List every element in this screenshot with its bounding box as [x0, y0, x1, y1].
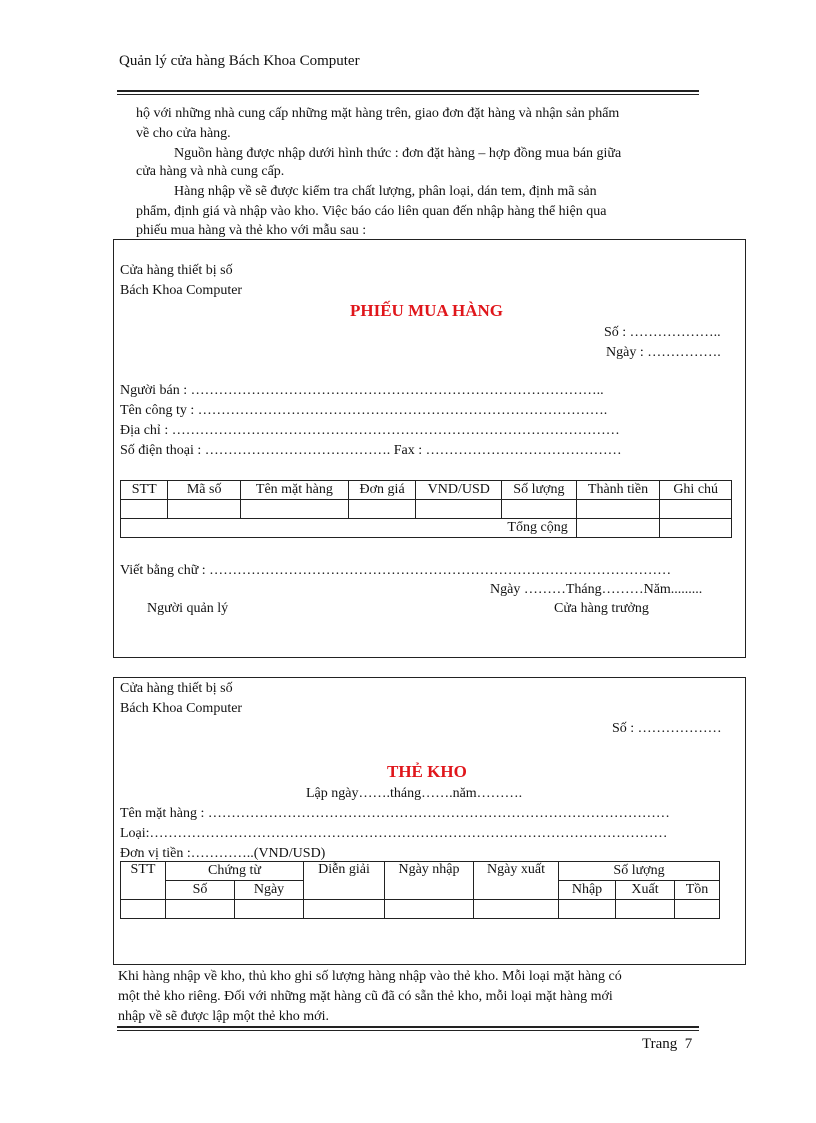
card-number: Số : ……………… — [612, 721, 722, 736]
col-amount: Thành tiền — [576, 481, 660, 500]
page-label: Trang — [642, 1036, 678, 1052]
col-quantity: Số lượng — [502, 481, 577, 500]
page-number: 7 — [684, 1036, 693, 1052]
intro-line: hộ với những nhà cung cấp những mặt hàng trên, giao đơn đặt hàng và nhận sản phẩm — [136, 106, 620, 121]
page-number-footer — [642, 1036, 692, 1053]
closing-line: nhập về sẽ được lập một thẻ kho mới. — [118, 1009, 329, 1024]
intro-line: về cho cửa hàng. — [136, 126, 231, 141]
col-qty-stock: Tồn — [675, 881, 720, 900]
shop-name-line2: Bách Khoa Computer — [120, 283, 243, 298]
category-field: Loại:………………………………………………………………………………………………… — [120, 826, 668, 841]
seller-field: Người bán : …………………………………………………………………………….. — [120, 383, 604, 398]
shop-name-line1: Cửa hàng thiết bị số — [120, 681, 233, 696]
col-import-date: Ngày nhập — [385, 862, 474, 900]
intro-line: Nguồn hàng được nhập dưới hình thức : đơn đặt hàng – hợp đồng mua bán giữa — [174, 146, 622, 161]
col-item-name: Tên mặt hàng — [240, 481, 348, 500]
closing-line: một thẻ kho riêng. Đối với những mặt hàng cũ đã có sẵn thẻ kho, mỗi loại mặt hàng mới — [118, 989, 613, 1004]
signature-manager: Người quản lý — [147, 601, 229, 616]
col-voucher-date: Ngày — [235, 881, 304, 900]
col-qty-in: Nhập — [559, 881, 616, 900]
col-export-date: Ngày xuất — [474, 862, 559, 900]
phone-fax-field: Số điện thoại : …………………………………. Fax : …………………………………… — [120, 443, 622, 458]
shop-name-line2: Bách Khoa Computer — [120, 701, 243, 716]
col-voucher-no: Số — [166, 881, 235, 900]
purchase-form-title: PHIẾU MUA HÀNG — [350, 301, 503, 320]
col-stt: STT — [121, 862, 166, 900]
stock-card-form — [113, 677, 746, 965]
amount-in-words: Viết bằng chữ : ……………………………………………………………………………………… — [120, 563, 672, 578]
page-header-title: Quản lý cửa hàng Bách Khoa Computer — [119, 53, 360, 69]
total-label: Tổng cộng — [121, 519, 577, 538]
currency-field: Đơn vị tiền :…………..(VND/USD) — [120, 846, 326, 861]
col-stt: STT — [121, 481, 168, 500]
intro-line: phiếu mua hàng và thẻ kho với mẫu sau : — [136, 223, 367, 238]
shop-name-line1: Cửa hàng thiết bị số — [120, 263, 233, 278]
intro-line: Hàng nhập về sẽ được kiểm tra chất lượng, phân loại, dán tem, định mã sản — [174, 184, 597, 199]
signature-head: Cửa hàng trưởng — [554, 601, 649, 616]
form-number: Số : ……………….. — [604, 325, 721, 340]
col-voucher: Chứng từ — [166, 862, 304, 881]
col-qty-out: Xuất — [616, 881, 675, 900]
item-name-field: Tên mặt hàng : ……………………………………………………………………………………… — [120, 806, 670, 821]
table-header-row — [121, 481, 732, 500]
intro-line: phẩm, định giá và nhập vào kho. Việc báo cáo liên quan đến nhập hàng thể hiện qua — [136, 204, 607, 219]
table-row — [121, 500, 732, 519]
address-field: Địa chỉ : …………………………………………………………………………………… — [120, 423, 620, 438]
created-date: Lập ngày…….tháng…….năm………. — [306, 786, 523, 801]
company-field: Tên công ty : ……………………………………………………………………………. — [120, 403, 608, 418]
header-rule — [117, 90, 699, 95]
col-note: Ghi chú — [660, 481, 732, 500]
intro-line: cửa hàng và nhà cung cấp. — [136, 164, 285, 179]
stock-card-table — [120, 861, 720, 919]
col-unit-price: Đơn giá — [348, 481, 416, 500]
sign-date-line: Ngày ………Tháng………Năm......... — [490, 582, 703, 597]
form-date: Ngày : ……………. — [606, 345, 721, 360]
table-header-row — [121, 862, 720, 881]
col-description: Diễn giải — [304, 862, 385, 900]
col-currency: VND/USD — [416, 481, 502, 500]
footer-rule — [117, 1026, 699, 1031]
closing-line: Khi hàng nhập về kho, thủ kho ghi số lượng hàng nhập vào thẻ kho. Mỗi loại mặt hàng có — [118, 969, 622, 984]
stock-card-title: THẺ KHO — [387, 762, 467, 781]
table-row — [121, 900, 720, 919]
purchase-form — [113, 239, 746, 658]
total-row — [121, 519, 732, 538]
col-code: Mã số — [168, 481, 241, 500]
purchase-items-table — [120, 480, 732, 538]
col-quantity: Số lượng — [559, 862, 720, 881]
